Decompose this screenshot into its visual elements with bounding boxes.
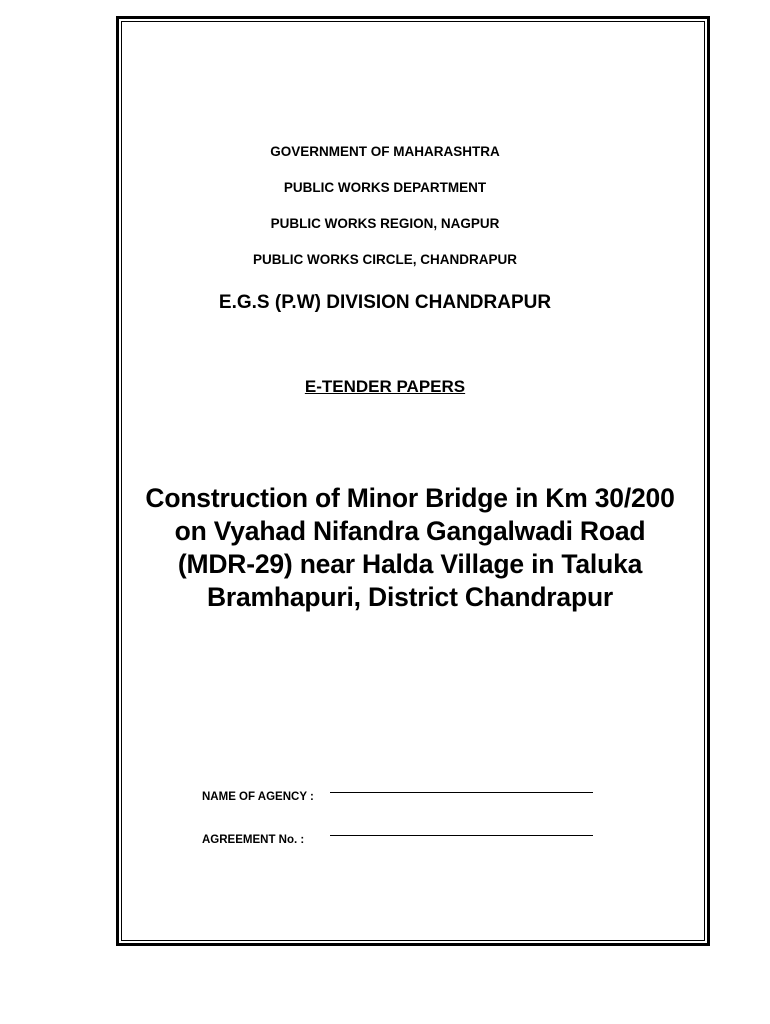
circle-heading: PUBLIC WORKS CIRCLE, CHANDRAPUR [253,252,517,267]
division-heading: E.G.S (P.W) DIVISION CHANDRAPUR [218,292,552,313]
agreement-number-blank-line[interactable] [330,835,593,836]
agreement-number-label: AGREEMENT No. : [202,834,305,846]
government-heading: GOVERNMENT OF MAHARASHTRA [270,144,500,159]
page-border-inner [121,21,705,941]
agency-name-blank-line[interactable] [330,792,593,793]
work-title-line: on Vyahad Nifandra Gangalwadi Road [174,516,646,546]
document-type-heading: E-TENDER PAPERS [304,377,466,396]
agency-name-label: NAME OF AGENCY : [202,791,314,803]
region-heading: PUBLIC WORKS REGION, NAGPUR [270,216,500,231]
work-title-line: Construction of Minor Bridge in Km 30/200 [145,483,675,513]
work-title [112,482,708,614]
work-title-line: Bramhapuri, District Chandrapur [206,582,614,612]
department-heading: PUBLIC WORKS DEPARTMENT [283,180,487,195]
work-title-line: (MDR-29) near Halda Village in Taluka [177,549,643,579]
